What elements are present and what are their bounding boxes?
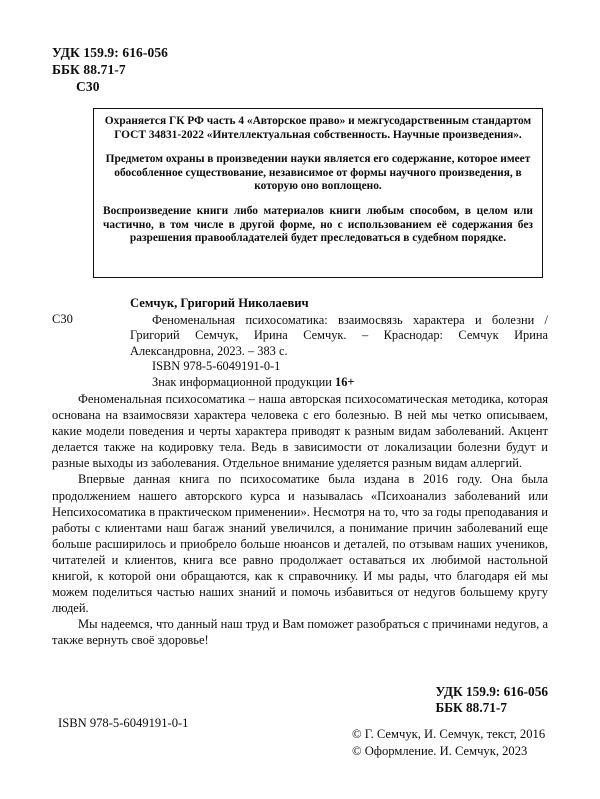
annotation-text: [52, 391, 548, 649]
isbn-value: ISBN 978-5-6049191-0-1: [152, 359, 281, 374]
title-statement: Феноменальная психосоматика: взаимосвязь характера и болезни / Григорий Семчук, Ирина Семчук. – Краснодар: Семчук Ирина Александровна, 2023. – 383 с.: [130, 312, 548, 358]
legal-notice-paragraph-3: Воспроизведение книги либо материалов книги любым способом, в целом или частично, в том числе в другой форме, но с использованием её содержания без разрешения правообладателей будет преследоваться в судебном порядке.: [103, 204, 533, 245]
annotation-paragraph-3: Мы надеемся, что данный наш труд и Вам поможет разобраться с причинами недугов, а также вернуть своё здоровье!: [52, 617, 548, 648]
udk-code: УДК 159.9: 616-056: [52, 45, 169, 60]
legal-notice-paragraph-1: Охраняется ГК РФ часть 4 «Авторское право» и межгусодарственным стандартом ГОСТ 34831-2022 «Интеллектуальная собственность. Научные произведения».: [104, 115, 532, 141]
copyright-block: [352, 726, 545, 759]
footer-classification-codes: [435, 684, 548, 716]
annotation-paragraph-1: Феноменальная психосоматика – наша авторская психосоматическая методика, которая основана на взаимосвязи характера человека с его болезнью. В ней мы четко описываем, какие модели поведения и черты характера приводят к разным видам заболеваний. Акцент делается также на кодировку тела. Ведь в зависимости от локализации болезни будут и разные выходы из заболевания. Отдельное внимание уделяется разным видам аллергий.: [52, 392, 548, 471]
annotation-paragraph-2: Впервые данная книга по психосоматике была издана в 2016 году. Она была продолжением нашего авторского курса и называлась «Психоанализ заболеваний или Непсихосоматика в практическом применении». Несмотря на то, что за годы преподавания и работы с клиентами наш багаж знаний увеличился, а понимание причин заболеваний еще больше расширилось и приобрело больше нюансов и деталей, по отзывам наших учеников, читателей и клиентов, книга все равно продолжает оставаться их любимой настольной книгой, к которой они обращаются, как к справочнику. И мы рады, что благодаря ей мы можем поделиться частью наших знаний и помочь избавиться от недугов большему кругу людей.: [52, 472, 548, 616]
copyright-text-line: © Г. Семчук, И. Семчук, текст, 2016: [352, 727, 546, 741]
bibliographic-body: [130, 296, 548, 390]
bibliographic-sigla: С30: [52, 312, 73, 326]
footer-isbn: ISBN 978-5-6049191-0-1: [58, 716, 189, 730]
classification-codes: [52, 44, 168, 95]
bbk-code: ББК 88.71-7: [52, 62, 126, 77]
sigla-code: С30: [76, 79, 100, 94]
footer-udk-code: УДК 159.9: 616-056: [435, 684, 548, 699]
age-rating-line: [130, 375, 548, 391]
legal-notice-box: [93, 108, 543, 278]
legal-notice-paragraph-2: Предметом охраны в произведении науки является его содержание, которое имеет обособленное существование, независимое от формы научного произведения, в которую оно воплощено.: [105, 153, 531, 193]
copyright-design-line: © Оформление. И. Семчук, 2023: [352, 743, 528, 758]
age-rating-label: Знак информационной продукции: [152, 374, 336, 389]
footer-bbk-code: ББК 88.71-7: [435, 700, 508, 715]
bibliographic-record: [52, 296, 548, 390]
author-name: Семчук, Григорий Николаевич: [130, 296, 309, 310]
age-rating-badge: 16+: [335, 374, 355, 389]
